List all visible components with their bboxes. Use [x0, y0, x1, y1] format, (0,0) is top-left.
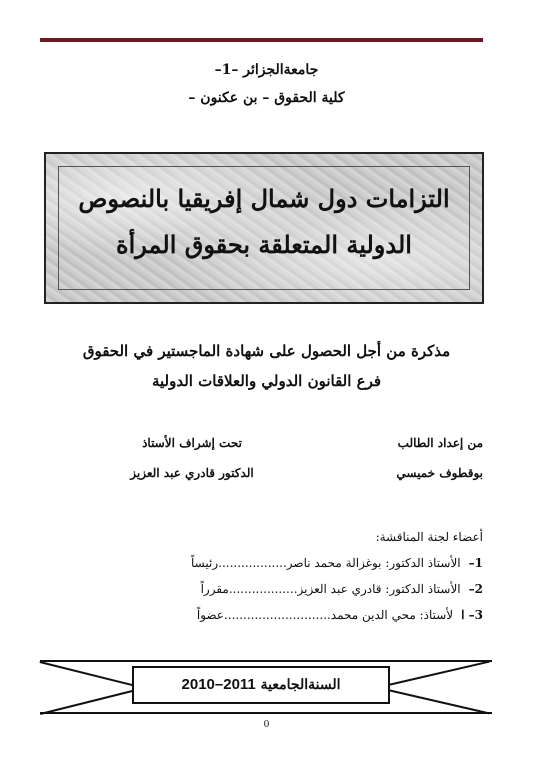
footer-rule-bottom — [40, 712, 492, 714]
frame-corner — [44, 152, 60, 168]
academic-year-label: السنةالجامعية — [260, 677, 341, 693]
page-number: 0 — [263, 718, 270, 730]
footer-rule-top — [40, 660, 492, 662]
committee-member — [53, 608, 483, 622]
degree-statement: مذكرة من أجل الحصول على شهادة الماجستير في الحقوق — [82, 342, 451, 360]
footer-diagonal — [388, 689, 490, 714]
academic-year-value: 2011–2010 — [181, 676, 256, 693]
committee-member — [53, 556, 483, 570]
supervisor-name: الدكتور قادري عبد العزيز — [130, 466, 254, 480]
frame-corner — [468, 288, 484, 304]
footer-diagonal — [388, 661, 490, 686]
member-number: 2– — [468, 582, 483, 596]
thesis-title-line-2: الدولية المتعلقة بحقوق المرأة — [116, 230, 412, 259]
frame-corner — [44, 288, 60, 304]
university-name: جامعةالجزائر –1– — [214, 62, 319, 78]
faculty-name: كلية الحقوق – بن عكنون – — [188, 90, 345, 106]
title-frame — [44, 152, 484, 304]
committee-title: أعضاء لجنة المناقشة: — [375, 530, 483, 544]
thesis-title-line-1: التزامات دول شمال إفريقيا بالنصوص — [78, 184, 450, 213]
member-number: 3– ا — [461, 608, 483, 622]
member-text: الأستاذ الدكتور: قادري عبد العزيز..................مقرراً — [200, 582, 461, 596]
specialization: فرع القانون الدولي والعلاقات الدولية — [151, 372, 382, 390]
member-number: 1– — [468, 556, 483, 570]
prepared-by-label: من إعداد الطالب — [397, 436, 483, 450]
footer-diagonal — [40, 661, 134, 686]
academic-year-box — [132, 666, 390, 704]
committee-member — [53, 582, 483, 596]
member-text: الأستاذ الدكتور: بوغزالة محمد ناصر..................رئيساً — [191, 556, 461, 570]
member-text: لأستاذ: محي الدين محمد............................عضواً — [196, 608, 454, 622]
frame-corner — [468, 152, 484, 168]
top-rule — [40, 38, 483, 42]
supervised-by-label: تحت إشراف الأستاذ — [142, 436, 242, 450]
student-name: بوقطوف خميسي — [396, 466, 483, 480]
